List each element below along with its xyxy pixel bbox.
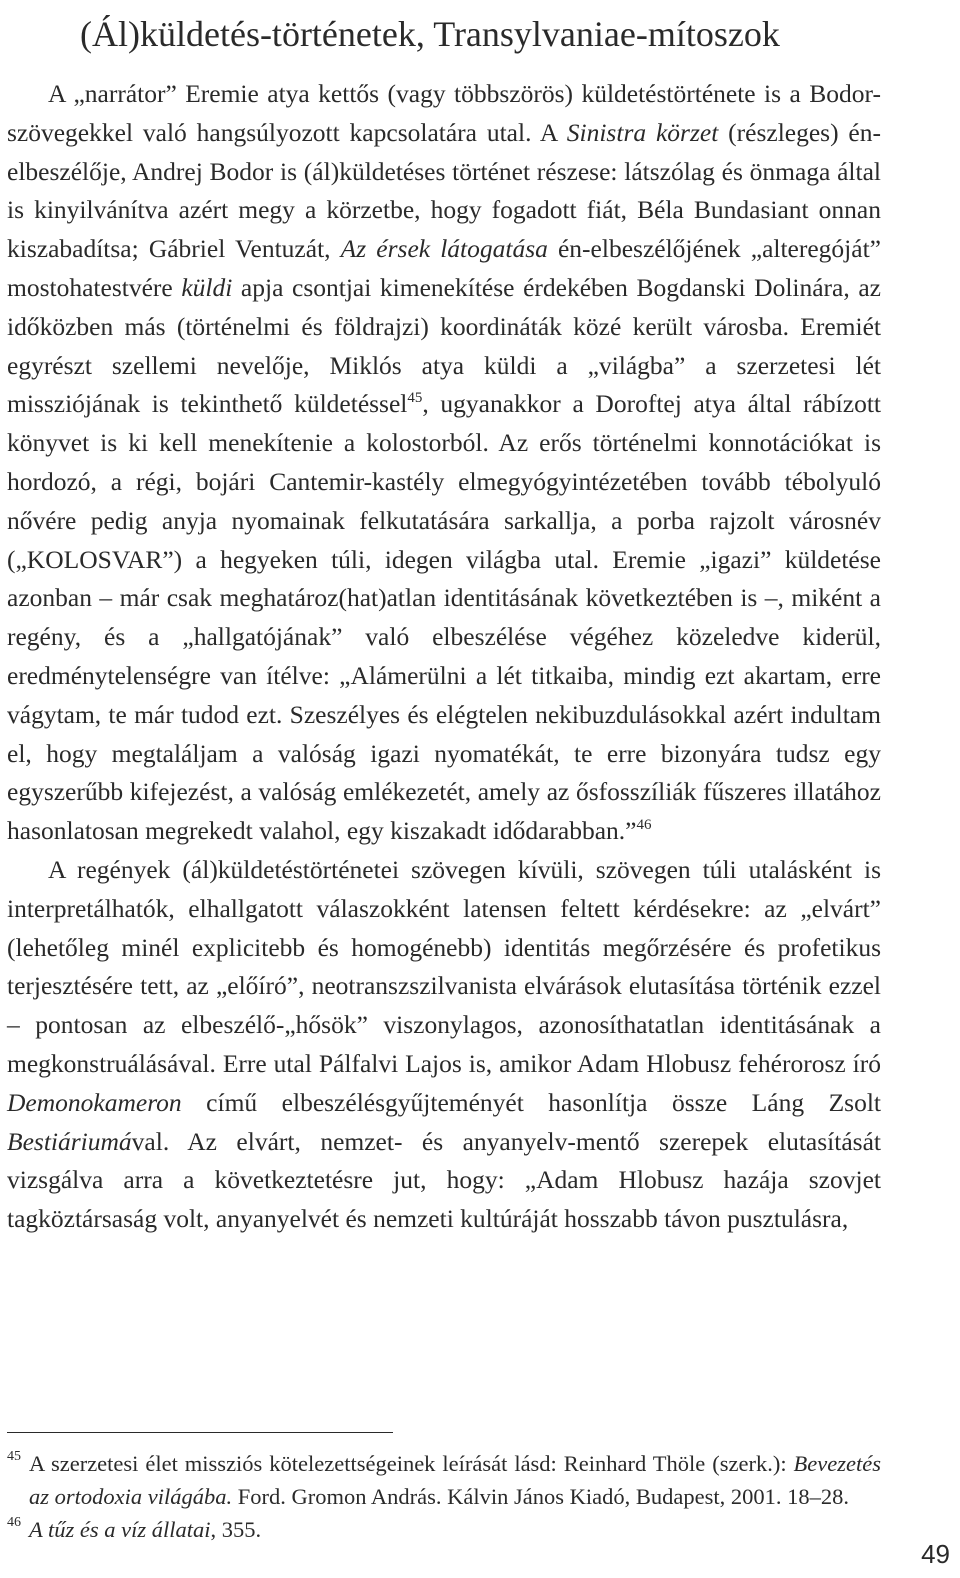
footnote-divider — [7, 1432, 393, 1433]
text-run: , ugyanakkor a Doroftej atya által rábízott könyvet is ki kell menekítenie a kolostorból. Az erős történelmi konnotációkat is hordozó, a régi, bojári Cantemir-kastély elmegyógyintézetében tovább tébolyuló nővére pedig anyja nyomainak felkutatására sarkallja, a porba rajzolt városnév („KOLOSVAR”) a hegyeken túli, idegen világba utal. Eremie „igazi” küldetése azonban – már csak meghatároz(hat)atlan identitásának következtében is –, miként a regény, és a „hallgatójának” való elbeszélése végéhez közeledve kiderül, eredménytelenségre van ítélve: „Alámerülni a lét titkaiba, mindig ezt akartam, erre vágytam, te már tudod ezt. Szeszélyes és elégtelen nekibuzdulásokkal azért indultam el, hogy megtaláljam a valóság igazi nyomatékát, te erre bizonyára tudsz egy egyszerűbb kifejezést, a valóság emlékezetét, amely az ősfosszíliák fűszeres illatához hasonlatosan megrekedt valahol, egy kiszakadt idődarabban.” — [7, 389, 881, 846]
footnote-title: A tűz és a víz állatai — [29, 1517, 211, 1542]
title-bestiariuma: Bestiáriumá — [7, 1126, 132, 1156]
footnote-text: , 355. — [210, 1517, 262, 1542]
title-az-ersek-latogatasa: Az érsek látogatása — [340, 234, 548, 264]
footnote-title: Bevezetés az ortodoxia világába. — [29, 1451, 881, 1509]
text-run: val. Az elvárt, nemzet- és anyanyelv-mentő szerepek elutasítását vizsgálva arra a következtetésre jut, hogy: „Adam Hlobusz hazája szovjet tagköztársaság volt, anyanyelvét és nemzeti kultúráját hosszabb távon pusztulásra, — [7, 1126, 881, 1234]
text-run: (részleges) én-elbeszélője, Andrej Bodor is (ál)küldetéses történet részese: látszólag és önmaga által is kinyilvánítva azért megy a körzetbe, hogy fogadott fiát, Béla Bundasiant onnan kiszabadítsa; Gábriel Ventuzát, — [7, 117, 881, 264]
paragraph-1 — [7, 75, 881, 851]
footnote-ref-45[interactable]: 45 — [407, 390, 423, 407]
title-sinistra-korzet: Sinistra körzet — [566, 117, 719, 147]
footnote-45 — [7, 1447, 881, 1513]
text-run: című elbeszélésgyűjteményét hasonlítja össze Láng Zsolt — [181, 1087, 881, 1117]
emphasis-kuldi: küldi — [181, 272, 233, 302]
title-demonokameron: Demonokameron — [7, 1087, 182, 1117]
footnote-number: 45 — [7, 1449, 21, 1464]
footnote-text: A szerzetesi élet missziós kötelezettségeinek leírását lásd: Reinhard Thöle (szerk.): — [29, 1451, 794, 1476]
footnote-number: 46 — [7, 1515, 21, 1530]
text-run: A regények (ál)küldetéstörténetei szövegen kívüli, szövegen túli utalásként is interpretálhatók, elhallgatott válaszokként latensen feltett kérdésekre: az „elvárt” (lehetőleg minél explicitebb és homogénebb) identitás megőrzésére és profetikus terjesztésére tett, az „előíró”, neotranszszilvanista elvárások elutasítása történik ezzel – pontosan az elbeszélő-„hősök” viszonylagos, azonosíthatatlan identitásának a megkonstruálásával. Erre utal Pálfalvi Lajos is, amikor Adam Hlobusz fehérorosz író — [7, 854, 881, 1078]
chapter-heading: (Ál)küldetés-történetek, Transylvaniae-mítoszok — [80, 14, 780, 54]
text-run: én-elbeszélőjének „alteregóját” mostohatestvére — [7, 234, 881, 302]
text-run: A „narrátor” Eremie atya kettős (vagy többszörös) küldetéstörténete is a Bodor-szövegekkel való hangsúlyozott kapcsolatára utal. A — [7, 79, 881, 147]
body-text — [7, 75, 881, 1239]
footnote-text: Ford. Gromon András. Kálvin János Kiadó, Budapest, 2001. 18–28. — [232, 1484, 849, 1509]
page-number: 49 — [921, 1539, 950, 1569]
footnote-ref-46[interactable]: 46 — [636, 817, 652, 834]
footnote-46 — [7, 1513, 881, 1546]
text-run: apja csontjai kimenekítése érdekében Bogdanski Dolinára, az időközben más (történelmi és földrajzi) koordináták közé került városba. Eremiét egyrészt szellemi nevelője, Miklós atya küldi a „világba” a szerzetesi lét missziójának is tekinthető küldetéssel — [7, 272, 881, 419]
footnotes — [7, 1447, 881, 1546]
paragraph-2 — [7, 851, 881, 1239]
